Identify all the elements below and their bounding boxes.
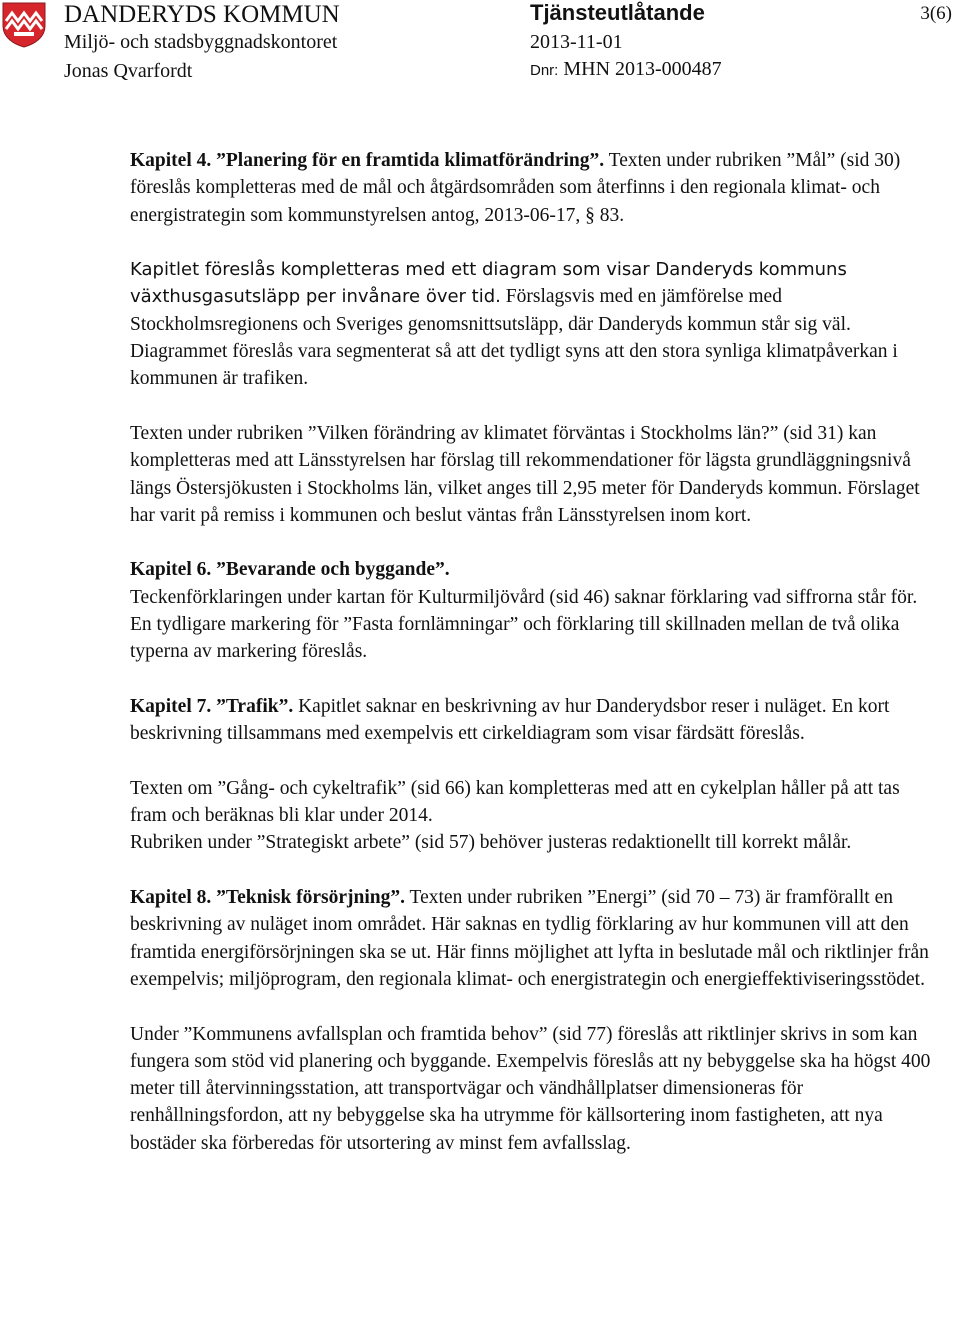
paragraph-chapter-4 (130, 147, 935, 229)
paragraph-chapter-6 (130, 556, 935, 665)
dnr-value: MHN 2013-000487 (563, 58, 722, 80)
paragraph-climate-change: Texten under rubriken ”Vilken förändring av klimatet förväntas i Stockholms län?” (sid 31) kan kompletteras med att Länsstyrelsen har förslag till rekommendationer för lägsta grundläggningsnivå längs Östersjökusten i Stockholms län, vilket anges till 2,95 meter för Danderyds kommun. Förslaget har varit på remiss i kommunen och beslut väntas från Länsstyrelsen inom kort. (130, 422, 920, 526)
chapter-6-heading: Kapitel 6. ”Bevarande och byggande”. (130, 559, 450, 581)
document-type: Tjänsteutlåtande (530, 0, 705, 25)
paragraph-chapter-8 (130, 884, 935, 993)
chapter-4-heading: Kapitel 4. ”Planering för en framtida klimatförändring”. (130, 150, 605, 171)
chapter-8-text: Texten under rubriken ”Energi” (sid 70 – 73) är framförallt en beskrivning av nuläget inom området. Här saknas en tydlig förklaring av hur kommunen vill att den framtida energiförsörjningen ska se ut. Här finns möjlighet att lyfta in beslutade mål och riktlinjer från exempelvis; miljöprogram, den regionala klimat- och energistrategin och energieffektiviseringsstödet. (130, 887, 929, 990)
department-name: Miljö- och stadsbyggnadskontoret (64, 31, 338, 53)
diagram-suggestion-lead: Kapitlet föreslås kompletteras med ett diagram som visar Danderyds kommuns växthusgasutsläpp per invånare över tid. (130, 259, 847, 308)
paragraph-chapter-7 (130, 693, 935, 748)
paragraph-strategic-work: Rubriken under ”Strategiskt arbete” (sid 57) behöver justeras redaktionellt till korrekt målår. (130, 832, 852, 854)
chapter-7-heading: Kapitel 7. ”Trafik”. (130, 695, 294, 717)
paragraph-cycling: Texten om ”Gång- och cykeltrafik” (sid 66) kan kompletteras med att en cykelplan håller på att tas fram och beräknas bli klar under 2014. (130, 777, 900, 827)
organization-name: DANDERYDS KOMMUN (64, 1, 340, 28)
author-name: Jonas Qvarfordt (64, 60, 193, 82)
document-date: 2013-11-01 (530, 31, 623, 53)
page-number: 3(6) (920, 3, 952, 24)
chapter-8-heading: Kapitel 8. ”Teknisk försörjning”. (130, 887, 406, 909)
diagram-suggestion-text: Förslagsvis med en jämförelse med Stockholmsregionens och Sveriges genomsnittsutsläpp, där Danderyds kommun står sig väl. Diagrammet föreslås vara segmenterat så att det tydligt syns att den stora synliga klimatpåverkan i kommunen är trafiken. (130, 286, 898, 390)
paragraph-diagram-suggestion (130, 256, 935, 392)
document-body (130, 147, 935, 1184)
paragraph-waste-plan: Under ”Kommunens avfallsplan och framtida behov” (sid 77) föreslås att riktlinjer skrivs in som kan fungera som stöd vid planering och byggande. Exempelvis föreslås att ny bebyggelse ska ha högst 400 meter till återvinningsstation, att transportvägar och vändhållplatser dimensioneras för renhållningsfordon, att ny bebyggelse ska ha utrymme för källsortering inom fastigheten, att nya bostäder ska förberedas för utsortering av minst fem avfallsslag. (130, 1023, 931, 1154)
municipality-crest-logo (0, 0, 48, 48)
chapter-4-text: Texten under rubriken ”Mål” (sid 30) föreslås kompletteras med de mål och åtgärdsområden som återfinns i den regionala klimat- och energistrategin som kommunstyrelsen antog, 2013-06-17, § 83. (130, 150, 901, 226)
registration-number (530, 59, 722, 79)
dnr-label: Dnr: (530, 62, 559, 79)
chapter-7-text: Kapitlet saknar en beskrivning av hur Danderydsbor reser i nuläget. En kort beskrivning tillsammans med exempelvis ett cirkeldiagram som visar färdsätt föreslås. (130, 695, 890, 745)
chapter-6-text: Teckenförklaringen under kartan för Kulturmiljövård (sid 46) saknar förklaring vad siffrorna står för. En tydligare markering för ”Fasta fornlämningar” och förklaring till skillnaden mellan de två olika typerna av markering föreslås. (130, 586, 918, 663)
